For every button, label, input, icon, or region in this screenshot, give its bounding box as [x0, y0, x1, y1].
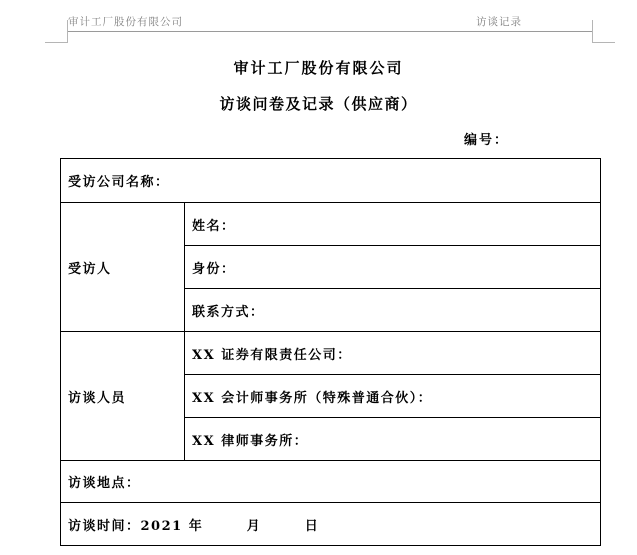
securities-firm-cell[interactable]: XX 证券有限责任公司：: [185, 332, 601, 375]
page-header-doc-name: 访谈记录: [476, 16, 522, 28]
interviewee-name-cell[interactable]: 姓名：: [185, 203, 601, 246]
interview-time-cell[interactable]: 访谈时间：2021 年 月 日: [61, 503, 601, 546]
serial-number-label: 编号：: [464, 133, 510, 148]
accounting-firm-cell[interactable]: XX 会计师事务所（特殊普通合伙）：: [185, 375, 601, 418]
interviewee-position-cell[interactable]: 身份：: [185, 246, 601, 289]
crop-mark-right-vertical: [592, 20, 593, 43]
interview-location-cell[interactable]: 访谈地点：: [61, 461, 601, 503]
crop-mark-right-horizontal: [592, 42, 615, 43]
interviewee-label: 受访人: [61, 203, 185, 332]
page-header-company: 审计工厂股份有限公司: [68, 16, 183, 28]
header-rule: [68, 31, 593, 32]
interview-form-table: [60, 158, 601, 546]
crop-mark-left-vertical: [67, 20, 68, 43]
questionnaire-title: 访谈问卷及记录（供应商）: [219, 95, 418, 113]
interviewed-company-cell[interactable]: 受访公司名称：: [61, 159, 601, 203]
interviewers-label: 访谈人员: [61, 332, 185, 461]
company-title: 审计工厂股份有限公司: [233, 59, 404, 77]
law-firm-cell[interactable]: XX 律师事务所：: [185, 418, 601, 461]
crop-mark-left-horizontal: [45, 42, 68, 43]
interviewee-contact-cell[interactable]: 联系方式：: [185, 289, 601, 332]
